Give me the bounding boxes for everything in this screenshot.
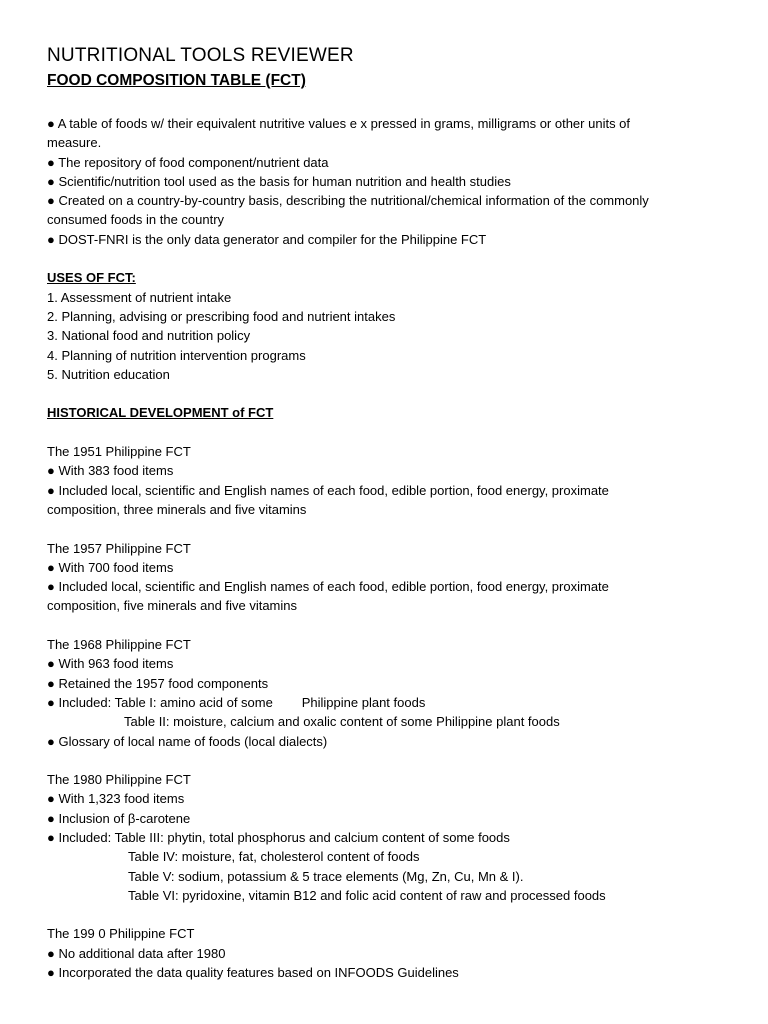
history-heading: HISTORICAL DEVELOPMENT of FCT [47, 405, 274, 421]
intro-line: ● Scientific/nutrition tool used as the basis for human nutrition and health studies [47, 173, 511, 189]
fct-1990-line: ● No additional data after 1980 [47, 945, 226, 961]
fct-1968-line: ● Retained the 1957 food components [47, 675, 269, 691]
fct-1990-line: ● Incorporated the data quality features based on INFOODS Guidelines [47, 965, 459, 981]
fct-1980-table-line: Table VI: pyridoxine, vitamin B12 and folic acid content of raw and processed foods [128, 887, 606, 903]
fct-1968-title: The 1968 Philippine FCT [47, 637, 191, 653]
fct-1980-section [47, 770, 732, 905]
fct-1951-line: composition, three minerals and five vitamins [47, 501, 307, 517]
document-title: NUTRITIONAL TOOLS REVIEWER [47, 45, 354, 66]
intro-line: ● A table of foods w/ their equivalent nutritive values e x pressed in grams, milligrams or other units of [47, 116, 631, 131]
fct-1980-line: ● Included: Table III: phytin, total phosphorus and calcium content of some foods [47, 829, 510, 845]
intro-line: ● The repository of food component/nutrient data [47, 154, 329, 170]
intro-line: consumed foods in the country [47, 212, 225, 228]
fct-1951-line: ● Included local, scientific and English names of each food, edible portion, food energy, proximate [47, 482, 609, 498]
fct-1980-line: ● With 1,323 food items [47, 791, 185, 807]
uses-heading: USES OF FCT: [47, 270, 136, 286]
intro-block [47, 114, 732, 249]
fct-1980-table-line: Table IV: moisture, fat, cholesterol content of foods [128, 849, 420, 865]
fct-1957-line: ● With 700 food items [47, 559, 174, 575]
fct-1980-line: ● Inclusion of β-carotene [47, 810, 191, 826]
intro-line: ● Created on a country-by-country basis, describing the nutritional/chemical information of the commonly [47, 193, 649, 209]
fct-1968-table-line: Table II: moisture, calcium and oxalic content of some Philippine plant foods [124, 714, 560, 730]
fct-1980-title: The 1980 Philippine FCT [47, 772, 191, 788]
fct-1968-line: ● Included: Table I: amino acid of some Philippine plant foods [47, 694, 426, 710]
fct-1980-table-line: Table V: sodium, potassium & 5 trace elements (Mg, Zn, Cu, Mn & I). [128, 868, 524, 884]
fct-heading: FOOD COMPOSITION TABLE (FCT) [47, 72, 306, 89]
fct-1990-section [47, 924, 732, 982]
intro-line: ● DOST-FNRI is the only data generator and compiler for the Philippine FCT [47, 231, 487, 247]
uses-item: 1. Assessment of nutrient intake [47, 289, 232, 305]
fct-1957-line: composition, five minerals and five vitamins [47, 598, 297, 614]
fct-1968-line: ● Glossary of local name of foods (local dialects) [47, 733, 328, 749]
fct-1968-line: ● With 963 food items [47, 656, 174, 672]
fct-1990-title: The 199 0 Philippine FCT [47, 926, 195, 942]
uses-item: 2. Planning, advising or prescribing food and nutrient intakes [47, 308, 396, 324]
fct-1957-title: The 1957 Philippine FCT [47, 540, 191, 556]
fct-1951-title: The 1951 Philippine FCT [47, 444, 191, 460]
uses-item: 3. National food and nutrition policy [47, 328, 251, 344]
intro-line: measure. [47, 135, 102, 151]
fct-1957-section [47, 539, 732, 616]
uses-item: 5. Nutrition education [47, 366, 170, 382]
fct-1957-line: ● Included local, scientific and English names of each food, edible portion, food energy, proximate [47, 579, 609, 595]
uses-item: 4. Planning of nutrition intervention programs [47, 347, 306, 363]
fct-1968-section [47, 635, 732, 751]
fct-1951-section [47, 442, 732, 519]
uses-list [47, 288, 732, 384]
fct-1951-line: ● With 383 food items [47, 463, 174, 479]
